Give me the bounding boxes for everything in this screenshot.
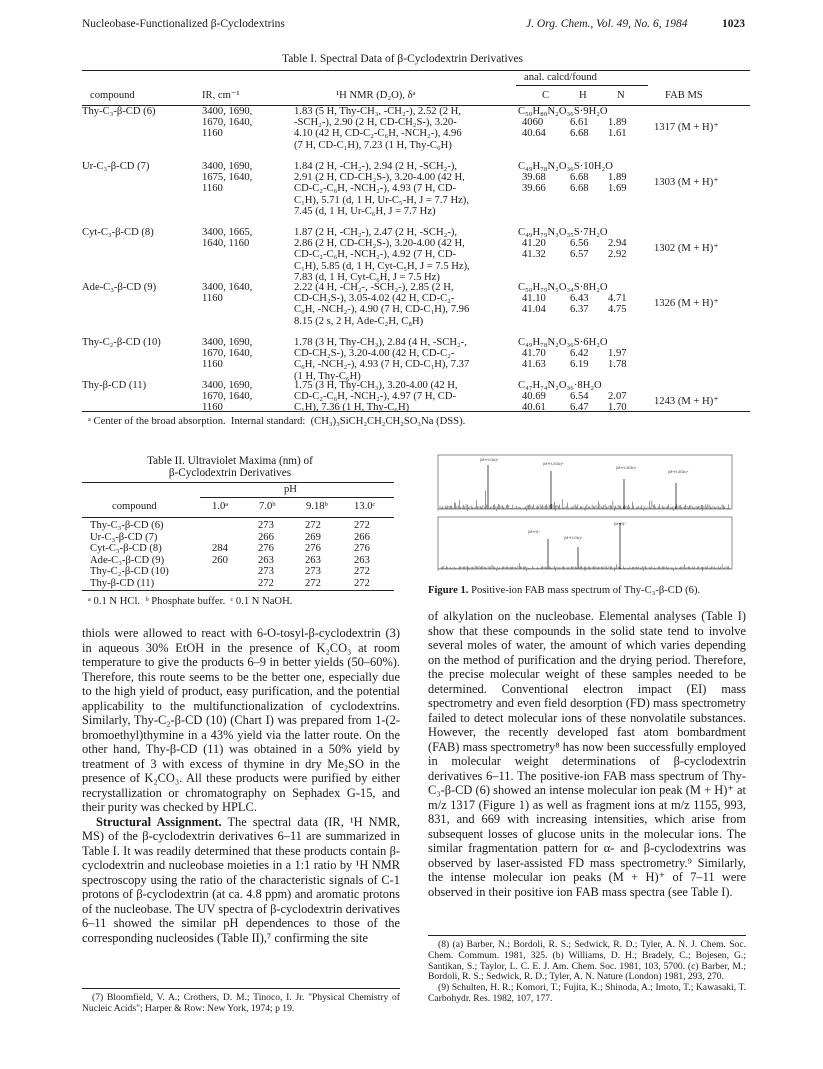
table2-cell-value: 284	[212, 543, 228, 554]
table1-cell-ir: 3400, 1690, 1675, 1640, 1160	[202, 161, 253, 195]
table1-cell-calcd-n: 2.94	[608, 238, 627, 249]
table2-col-ph13: 13.0ᶜ	[354, 501, 376, 512]
table1-group-header: anal. calcd/found	[524, 72, 597, 83]
table1-cell-compound: Cyt-C₃-β-CD (8)	[82, 227, 154, 238]
table2-col-ph1: 1.0ᵃ	[212, 501, 229, 512]
table1-cell-calcd-n: 4.71	[608, 293, 627, 304]
table2-cell-value: 263	[305, 554, 321, 566]
table2-cell-value: 272	[258, 577, 274, 589]
table1-cell-compound: Thy-C₃-β-CD (6)	[82, 106, 156, 117]
table1-cell-ir: 3400, 1690, 1670, 1640, 1160	[202, 337, 253, 371]
table1-cell-found-c: 41.04	[522, 304, 546, 315]
table1-cell-formula: C₄₉H₇₈N₂O₃₆S·10H₂O	[518, 161, 613, 172]
table1-col-h: H	[579, 90, 587, 101]
table1-col-fabms: FAB MS	[665, 90, 703, 101]
table1-cell-nmr: 1.83 (5 H, Thy-CH₃, -CH₂-), 2.52 (2 H, -SCH₂-), 2.90 (2 H, CD-CH₂S-), 3.20- 4.10 (42 H, CD-C₂-C₆H, -NCH₂-), 4.96 (7 H, CD-C₁H), 7.23 (1 H, Thy-C₆H)	[294, 106, 462, 151]
left-paragraph-2	[82, 815, 400, 946]
table2-cell-value: 272	[354, 577, 370, 589]
table1-cell-ir: 3400, 1640, 1160	[202, 282, 253, 305]
figure1-caption-text: Positive-ion FAB mass spectrum of Thy-C₃-β-CD (6).	[468, 585, 701, 596]
table2-footnote: ᵃ 0.1 N HCl. ᵇ Phosphate buffer. ᶜ 0.1 N NaOH.	[88, 596, 293, 607]
table2-cell-value: 263	[354, 554, 370, 566]
table1-cell-formula: C₄₉H₇₉N₃O₃₅S·7H₂O	[518, 227, 608, 238]
footnotes-right	[428, 940, 746, 1005]
table1-cell-formula: C₄₇H₇₄N₂O₃₆·8H₂O	[518, 380, 602, 391]
table2-title	[126, 455, 334, 479]
table1-cell-found-n: 1.61	[608, 128, 627, 139]
table1-col-compound: compound	[90, 90, 135, 101]
table2-col-ph7: 7.0ᵇ	[259, 501, 276, 512]
table2-cell-value: 272	[354, 566, 370, 577]
table1-cell-found-c: 41.63	[522, 359, 546, 370]
table1-title: Table I. Spectral Data of β-Cyclodextrin Derivatives	[282, 53, 524, 65]
left-column-text	[82, 626, 400, 945]
table2-group-header: pH	[284, 484, 297, 495]
table1-cell-calcd-h: 6.42	[570, 348, 589, 359]
table2-title-line2: β-Cyclodextrin Derivatives	[168, 467, 292, 479]
spectrum-annotation: (M+H-Glc)⁺	[564, 536, 583, 540]
table1-cell-fabms: 1326 (M + H)⁺	[654, 298, 719, 309]
table2-cell-value: 272	[305, 577, 321, 589]
table1-cell-calcd-h: 6.68	[570, 172, 589, 183]
table1-cell-nmr: 1.84 (2 H, -CH₂-), 2.94 (2 H, -SCH₂-), 2.91 (2 H, CD-CH₂S-), 3.20-4.00 (42 H, CD-C₂-C₆H, -NCH₂-), 4.93 (7 H, CD- C₁H), 5.71 (d, 1 H, Ur-C₅-H, J = 7.7 Hz), 7.45 (d, 1 H, Ur-C₆H, J = 7.7 Hz)	[294, 161, 469, 217]
table1-cell-calcd-n: 1.89	[608, 172, 627, 183]
table1-cell-found-h: 6.68	[570, 128, 589, 139]
table2-cell-compound: Ur-C₃-β-CD (7)	[90, 531, 158, 543]
table1-cell-calcd-c: 39.68	[522, 172, 546, 183]
table1-cell-calcd-h: 6.61	[570, 117, 589, 128]
table1-cell-calcd-c: 41.70	[522, 348, 546, 359]
right-column-text	[428, 609, 746, 899]
table2-cell-value: 260	[212, 554, 228, 566]
spectrum-annotation: (M+H-2Glc)⁺	[543, 462, 564, 466]
table1-cell-compound: Ur-C₃-β-CD (7)	[82, 161, 150, 172]
table1-footnote: ᵃ Center of the broad absorption. Internal standard: (CH₃)₃SiCH₂CH₂CH₂SO₃Na (DSS).	[88, 416, 466, 427]
table1-cell-found-n: 1.69	[608, 183, 627, 194]
table1-cell-calcd-n: 1.89	[608, 117, 627, 128]
table1-cell-compound: Thy-C₂-β-CD (10)	[82, 337, 161, 348]
table1-cell-found-h: 6.57	[570, 249, 589, 260]
left-paragraph-2-text: The spectral data (IR, ¹H NMR, MS) of the β-cyclodextrin derivatives 6–11 are summarized in Table I. It was readily determined that these products contain β-cyclodextrin and nucleobase moieties in a 1:1 ratio by ¹H NMR spectroscopy using the ratio of the characteristic signals of C-1 protons of β-cyclodextrin (at ca. 4.8 ppm) and aromatic protons of the nucleobase. The UV spectra of β-cyclodextrin derivatives 6–11 showed the similar pH dependences to those of the corresponding nucleosides (Table II),⁷ confirming the site	[82, 814, 400, 945]
table2-cell-value: 273	[305, 566, 321, 577]
table1-cell-found-h: 6.37	[570, 304, 589, 315]
section-heading-structural-assignment: Structural Assignment.	[96, 814, 222, 829]
footnote-9: (9) Schulten, H. R.; Komori, T.; Fujita, K.; Shinoda, A.; Imoto, T.; Kawasaki, T. Carbohydr. Res. 1982, 107, 177.	[428, 982, 746, 1004]
table2-cell-compound: Ade-C₃-β-CD (9)	[90, 554, 165, 566]
table2-cell-compound: Thy-β-CD (11)	[90, 577, 155, 589]
right-paragraph-1: of alkylation on the nucleobase. Elemental analyses (Table I) show that these compounds in the solid state tend to involve several moles of water, the amount of which varies depending on the method of purification and the drying period. Therefore, the precise molecular weight of these samples needed to be determined. Conventional electron impact (EI) mass spectrometry and even field desorption (FD) mass spectrometry failed to detect molecular ions of these nonvolatile substances. However, the recently developed fast atom bombardment (FAB) mass spectrometry⁸ has now been successfully employed in molecular weight determinations of β-cyclodextrin derivatives 6–11. The positive-ion FAB mass spectrum of Thy-C₃-β-CD (6) showed an intense molecular ion peak (M + H)⁺ at m/z 1317 (Figure 1) as well as fragment ions at m/z 1155, 993, 831, and 669 with increasing intensities, which arise from subsequent losses of glucose units in the molecular ions. The similar fragmentation pattern for α- and β-cyclodextrins was observed by laser-assisted FD mass spectrometry.⁹ Similarly, the intense molecular ion peaks (M + H)⁺ of 7–11 were observed in their positive ion FAB mass spectra (see Table I).	[428, 609, 746, 899]
spectrum-annotation: (M+H-Glc)⁺	[480, 458, 499, 462]
table2-cell-compound: Thy-C₂-β-CD (10)	[90, 566, 169, 577]
running-header-journal: J. Org. Chem., Vol. 49, No. 6, 1984	[526, 18, 688, 30]
table1-cell-calcd-c: 41.20	[522, 238, 546, 249]
figure1-mass-spectrum	[428, 451, 742, 576]
table1-cell-calcd-c: 41.10	[522, 293, 546, 304]
table1-cell-found-n: 2.92	[608, 249, 627, 260]
table1-cell-ir: 3400, 1690, 1670, 1640, 1160	[202, 106, 253, 140]
table1-cell-nmr: 1.87 (2 H, -CH₂-), 2.47 (2 H, -SCH₂-), 2.86 (2 H, CD-CH₂S-), 3.20-4.00 (42 H, CD-C₂-C₆H, -NCH₂-), 4.92 (7 H, CD- C₁H), 5.85 (d, 1 H, Cyt-C₅H, J = 7.5 Hz), 7.83 (d, 1 H, Cyt-C₆H, J = 7.5 Hz)	[294, 227, 470, 283]
table1-cell-nmr: 1.75 (3 H, Thy-CH₃), 3.20-4.00 (42 H, CD-C₂-C₆H, -NCH₂-), 4.97 (7 H, CD- C₁H), 7.36 (1 H, Thy-C₆H)	[294, 380, 458, 414]
table2-col-ph9: 9.18ᵇ	[306, 501, 328, 512]
footnotes-left	[82, 993, 400, 1015]
table2-cell-value: 266	[258, 531, 274, 543]
table1-col-ir: IR, cm⁻¹	[202, 90, 240, 101]
spectrum-annotation: (M+H)⁺	[614, 522, 626, 526]
table1-cell-calcd-h: 6.54	[570, 391, 589, 402]
spectrum-panel-frame	[438, 455, 732, 509]
table2-cell-value: 269	[305, 531, 321, 543]
table1-col-c: C	[542, 90, 550, 101]
table1-cell-found-c: 40.64	[522, 128, 546, 139]
table1-cell-calcd-n: 1.97	[608, 348, 627, 359]
table2-cell-value: 272	[354, 520, 370, 531]
spectrum-annotation: (M+H)⁺	[528, 530, 540, 534]
table2-cell-value: 273	[258, 566, 274, 577]
table1-cell-found-h: 6.47	[570, 402, 589, 413]
figure1-caption	[428, 585, 700, 596]
table1-cell-found-h: 6.68	[570, 183, 589, 194]
table1-cell-calcd-c: 4060	[522, 117, 544, 128]
table2-cell-compound: Thy-C₃-β-CD (6)	[90, 520, 164, 531]
footnote-7: (7) Bloomfield, V. A.; Crothers, D. M.; Tinoco, I. Jr. "Physical Chemistry of Nucleic Acids"; Harper & Row: New York, 1974; p 19.	[82, 992, 400, 1014]
table2-title-line1: Table II. Ultraviolet Maxima (nm) of	[147, 455, 313, 467]
table2-cell-compound: Cyt-C₃-β-CD (8)	[90, 543, 162, 554]
table1-cell-fabms: 1303 (M + H)⁺	[654, 177, 719, 188]
table1-cell-found-h: 6.19	[570, 359, 589, 370]
spectrum-annotation: (M+H-3Glc)⁺	[616, 466, 637, 470]
table2-cell-value: 272	[305, 520, 321, 531]
table1-cell-formula: C₅₀H₇₉N₅O₃₄S·8H₂O	[518, 282, 608, 293]
table2-cell-value: 276	[258, 543, 274, 554]
table1-cell-formula: C₄₉H₇₈N₂O₃₆S·6H₂O	[518, 337, 608, 348]
table1-cell-calcd-n: 2.07	[608, 391, 627, 402]
table1-cell-found-n: 4.75	[608, 304, 627, 315]
running-header-title: Nucleobase-Functionalized β-Cyclodextrins	[82, 18, 285, 30]
spectrum-panel-frame	[438, 517, 732, 569]
footnote-8: (8) (a) Barber, N.; Bordoli, R. S.; Sedwick, R. D.; Tyler, A. N. J. Chem. Soc. Chem. Commum. 1981, 325. (b) Williams, D. H.; Bradely, C.; Bojesen, G.; Santikan, S.; Taylor, L. C. E. J. Am. Chem. Soc. 1981, 103, 5700. (c) Barber, M.; Bordoli, R. S.; Sedwick, R. D.; Tyler, A. N. Nature (London) 1981, 293, 270.	[428, 939, 746, 983]
table1-cell-fabms: 1317 (M + H)⁺	[654, 122, 719, 133]
table1-cell-nmr: 1.78 (3 H, Thy-CH₃), 2.84 (4 H, -SCH₂-, CD-CH₂S-), 3.20-4.00 (42 H, CD-C₂- C₆H, -NCH₂-), 4.93 (7 H, CD-C₁H), 7.37 (1 H, Thy-C₆H)	[294, 337, 470, 382]
left-paragraph-1: thiols were allowed to react with 6-O-tosyl-β-cyclodextrin (3) in aqueous 30% EtOH in the presence of K₂CO₃ at room temperature to give the products 6–9 in better yields (50–60%). Therefore, this route seems to be the better one, especially due to the high yield of product, easy purification, and the potential applicability to the multifunctionalization of cyclodextrins. Similarly, Thy-C₂-β-CD (10) (Chart I) was prepared from 1-(2-bromoethyl)thymine in a 43% yield via the latter route. On the other hand, Thy-β-CD (11) was obtained in a 50% yield by treatment of 3 with excess of thymine in dry Me₂SO in the presence of K₂CO₃. All these products were purified by either recrystallization or chromatography on Sephadex G-15, and their purity was checked by HPLC.	[82, 626, 400, 814]
table2-cell-value: 263	[258, 554, 274, 566]
table1-col-nmr: ¹H NMR (D₂O), δᵃ	[336, 90, 416, 101]
table1-cell-found-c: 40.61	[522, 402, 546, 413]
page-number: 1023	[722, 18, 745, 30]
table1-cell-fabms: 1302 (M + H)⁺	[654, 243, 719, 254]
table1-cell-found-n: 1.70	[608, 402, 627, 413]
table1-cell-found-n: 1.78	[608, 359, 627, 370]
figure1-caption-label: Figure 1.	[428, 585, 469, 596]
spectrum-annotation: (M+H-4Glc)⁺	[668, 470, 689, 474]
table1-cell-compound: Thy-β-CD (11)	[82, 380, 147, 391]
table1-cell-nmr: 2.22 (4 H, -CH₂-, -SCH₂-), 2.85 (2 H, CD-CH₂S-), 3.05-4.02 (42 H, CD-C₂- C₆H, -NCH₂-), 4.90 (7 H, CD-C₁H), 7.96 8.15 (2 s, 2 H, Ade-C₂H, C₈H)	[294, 282, 470, 327]
table2-cell-value: 273	[258, 520, 274, 531]
table1-cell-ir: 3400, 1665, 1640, 1160	[202, 227, 253, 250]
table2-cell-value: 266	[354, 531, 370, 543]
table1-col-n: N	[617, 90, 625, 101]
table1-cell-calcd-c: 40.69	[522, 391, 546, 402]
table1-cell-calcd-h: 6.43	[570, 293, 589, 304]
table2-cell-value: 276	[305, 543, 321, 554]
table2-cell-value: 276	[354, 543, 370, 554]
table1-cell-calcd-h: 6.56	[570, 238, 589, 249]
table1-cell-found-c: 41.32	[522, 249, 546, 260]
table1-cell-compound: Ade-C₃-β-CD (9)	[82, 282, 157, 293]
table2-col-compound: compound	[112, 501, 157, 512]
table1-cell-formula: C₅₀H₈₀N₂O₃₆S·9H₂O	[518, 106, 608, 117]
table1-cell-fabms: 1243 (M + H)⁺	[654, 396, 719, 407]
table1-cell-found-c: 39.66	[522, 183, 546, 194]
table1-cell-ir: 3400, 1690, 1670, 1640, 1160	[202, 380, 253, 414]
